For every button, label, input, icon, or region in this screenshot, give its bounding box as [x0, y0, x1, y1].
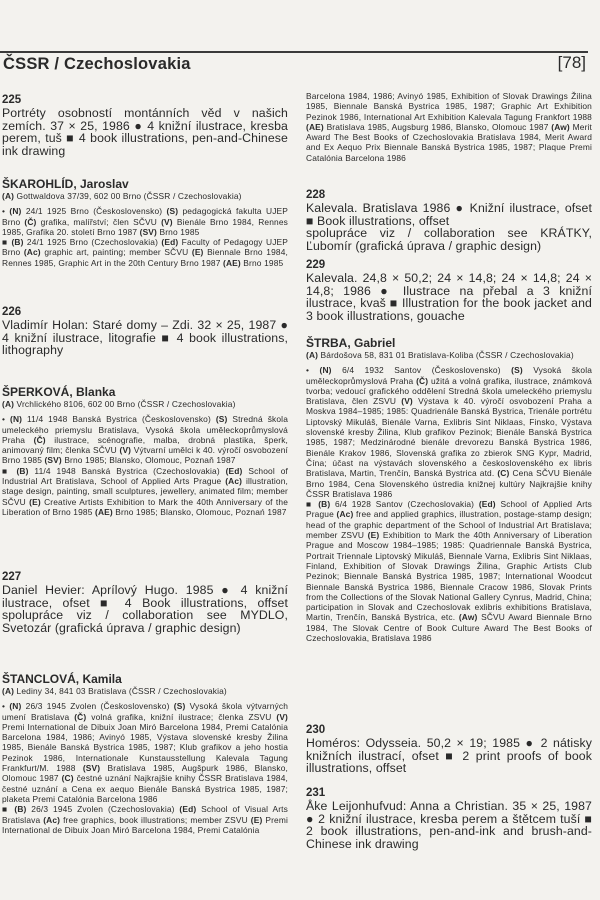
field-code: (A)	[306, 350, 319, 360]
field-code: (B)	[16, 465, 29, 476]
artist-bio-english: ■ (B) 11/4 1948 Banská Bystrica (Czechoslovakia) (Ed) School of Industrial Art Bratislava, School of Applied Arts Prague (Ac) illustration, stage design, painting, small sculptures, jewellery, animated film; member SČVU (E) Creative Artists Exhibition to Mark the 40th Anniversary of the Liberation of Brno 1985 (AE) Brno 1985; Blansko, Olomouc, Poznań 1987	[2, 465, 288, 517]
artist-name: ŠKAROHLÍD, Jaroslav	[2, 177, 129, 191]
artist-address: (A) Lediny 34, 841 03 Bratislava (ČSSR / Czechoslovakia)	[2, 686, 227, 696]
field-code: (AE)	[95, 506, 113, 517]
artist-bio-czech: • (N) 11/4 1948 Banská Bystrica (Československo) (S) Stredná škola umeleckého priemyslu Bratislava, Vysoká škola uměleckoprůmyslová Praha (Č) ilustrace, scénografie, malba, drobná plastika, šperk, animovaný film; členka SČVU (V) Výtvarní umělci k 40. výročí osvobození Brno 1985 (SV) Brno 1985; Blansko, Olomouc, Poznaň 1987	[2, 414, 289, 466]
field-code: (V)	[276, 711, 288, 722]
entry-number: 228	[306, 189, 326, 201]
artist-address: (A) Gottwaldova 37/39, 602 00 Brno (ČSSR / Czechoslovakia)	[2, 191, 242, 201]
artist-bio-czech: • (N) 24/1 1925 Brno (Československo) (S) pedagogická fakulta UJEP Brno (Č) grafika, malířství; člen SČVU (V) Bienále Brno 1984, Rennes 1985, Grafika 20. století Brno 1987 (SV) Brno 1985	[2, 206, 289, 237]
catalog-entry-228	[306, 189, 592, 252]
catalog-entry-225	[2, 94, 288, 157]
artist-bio-english: ■ (B) 6/4 1928 Santov (Czechoslovakia) (Ed) School of Applied Arts Prague (Ac) free and applied graphics, illustration, postage-stamp design; head of the graphic department of the School of Industrial Art Bratislava; member ZSVU (E) Exhibition to Mark the 40th Anniversary of Liberation Prague and Moscow 1984–1985; 1985: Quadriennale Banská Bystrica, Portrait Triennale Liptovský Mikuláš, Biennale Varna, Exlibris Sint Niklaas, Finland, Exhibition of Slovak Drawings Žilina, Graphic Artists Club Pezinok; Biennale Banská Bystrica 1985, 1987; International Woodcut Biennale Banská Bystrica 1986, Biennale Cracow 1986, Slovak Prints from the Collections of the Slovak National Gallery Cynrus, Madrid, China; participation in Slovak and Czechoslovak exlibris exhibitions Bratislava, Martin, Trenčín, Banská Bystrica, etc. (Aw) SČVU Award Biennale Brno 1984, The Slovak Centre of Book Culture Award The Best Books of Czechoslovakia, Bratislava 1986	[306, 499, 592, 644]
field-code: (B)	[11, 237, 24, 248]
field-code: (N)	[319, 365, 332, 376]
field-code: (AE)	[223, 257, 241, 268]
field-code: (Aw)	[551, 121, 570, 132]
field-code: (AE)	[306, 121, 324, 132]
artist-sperkova	[2, 386, 288, 517]
field-code: (SV)	[82, 763, 101, 774]
field-code: (E)	[191, 247, 204, 258]
field-code: (Ed)	[161, 237, 179, 248]
entry-description: Homéros: Odysseia. 50,2 × 19; 1985 ● 2 nátisky knižních ilustrací, ofset ■ 2 print proofs of book illustrations, offset	[306, 736, 592, 776]
field-code: (S)	[511, 365, 523, 376]
entry-number: 229	[306, 259, 326, 271]
catalog-entry-231	[306, 787, 592, 850]
artist-name: ŠTANCLOVÁ, Kamila	[2, 672, 122, 686]
entry-description: Kalevala. Bratislava 1986 ● Knižní ilustrace, ofset ■ Book illustrations, offset	[306, 201, 592, 228]
field-code: (Ac)	[225, 476, 243, 487]
artist-bio-czech: • (N) 26/3 1945 Zvolen (Československo) (S) Vysoká škola výtvarných umení Bratislava (Č) volná grafika, knižní ilustrace; členka ZSVU (V) Premi International de Dibuix Joan Miró Barcelona 1984, Premi Catalónia Barcelona 1984, 1986; Avinyó 1985, Výstava slovenské kresby Žilina 1985, Bienále Banská Bystrica 1985, 1987; Klub grafikov a jeho hostia Pezinok 1986, Internationale Kunstausstellung Kalevala Tagung Frankfurt/M. 1988 (SV) Bratislava 1985, Augšpurk 1986, Blansko, Olomouc 1987 (C) čestné uznání Najkrajšie knihy ČSSR Bratislava 1984, čestné uznání a Cena ex aequo Bienále Banská Bystrica 1985, 1987; plaketa Premi Catalónia Barcelona 1986	[2, 701, 289, 804]
page-title: ČSSR / Czechoslovakia	[3, 55, 191, 73]
field-code: (Č)	[24, 216, 37, 227]
artist-bio-english: ■ (B) 26/3 1945 Zvolen (Czechoslovakia) (Ed) School of Visual Arts Bratislava (Ac) free graphics, book illustrations; member ZSVU (E) Premi International de Dibuix Joan Miró Barcelona 1984, Premi Catalónia	[2, 804, 289, 835]
field-code: (E)	[250, 814, 263, 825]
entry-description: Vladimír Holan: Staré domy – Zdi. 32 × 25, 1987 ● 4 knižní ilustrace, litografie ■ 4 book illustrations, lithography	[2, 318, 288, 358]
artist-stanclova	[2, 673, 288, 835]
entry-number: 225	[2, 94, 22, 106]
entry-description: Portréty osobností montánních věd v našich zemích. 37 × 25, 1986 ● 4 knižní ilustrace, kresba perem, tuš ■ 4 book illustrations, pen-and-Chinese ink drawing	[2, 106, 288, 158]
artist-bio-czech: • (N) 6/4 1932 Santov (Československo) (S) Vysoká škola uměleckoprůmyslová Praha (Č) užitá a volná grafika, ilustrace, známková tvorba; vedoucí grafického oddělení Stredná škola umeleckého priemyslu Bratislava, člen ZSVU (V) Výstava k 40. výročí osvobození Praha a Moskva 1984–1985; 1985: Quadrienále Banská Bystrica, Trienále portrétu Liptovský Mikuláš, Bienále Varna, Exlibris Sint Niklaas, Finsko, Výstava slovenské kresby Žilina, Klub grafikov Pezinok; Bienále Banská Bystrica 1985, 1987; Medzinárodné bienále drevorezu Banská Bystrica 1986, Bienále Krakov 1986, Slovenská grafika zo zbierok SNG Kypr, Madrid, Čína; účast na výstavách slovenského a československého ex libris Bratislava, Martin, Trenčín, Banská Bystrica atd. (C) Cena SČVU Bienále Brno 1984, Cena Slovenského ústredia knižnej kultúry Najkrajšie knihy ČSSR Bratislava 1986	[306, 365, 593, 499]
field-code: (E)	[29, 496, 41, 507]
bio-continuation: Barcelona 1984, 1986; Avinyó 1985, Exhibition of Slovak Drawings Žilina 1985, Biennale Banská Bystrica 1985, 1987; Graphic Art Exhibition Pezinok 1986, International Art Exhibition Kalevala Tagung Frankfort 1988 (AE) Bratislava 1985, Augsburg 1986, Blansko, Olomouc 1987 (Aw) Merit Award The Best Books of Czechoslovakia Bratislava 1984, Merit Award and Ex Aequo Prix Biennale Banská Bystrica 1985, 1987; Plaque Premi Catalónia Barcelona 1986	[306, 91, 592, 163]
field-code: (SV)	[44, 455, 62, 466]
field-code: (S)	[173, 701, 186, 712]
field-code: (V)	[119, 445, 132, 456]
artist-address: (A) Bárdošova 58, 831 01 Bratislava-Koliba (ČSSR / Czechoslovakia)	[306, 350, 574, 360]
artist-name: ŠTRBA, Gabriel	[306, 336, 396, 350]
field-code: (Ed)	[179, 804, 197, 815]
entry-description: Åke Leijonhufvud: Anna a Christian. 35 × 25, 1987 ● 2 knižní ilustrace, kresba perem a štětcem tuší ■ 2 book illustrations, pen-and-ink and brush-and-Chinese ink drawing	[306, 799, 592, 851]
page-number: [78]	[557, 53, 586, 72]
field-code: (B)	[14, 804, 27, 815]
entry-description: Kalevala. 24,8 × 50,2; 24 × 14,8; 24 × 14,8; 24 × 14,8; 1986 ● Ilustrace na přebal a 3 knižní ilustrace, kvaš ■ Illustration for the book jacket and 3 book illustrations, gouache	[306, 271, 592, 323]
field-code: (S)	[215, 414, 228, 425]
field-code: (A)	[2, 399, 15, 409]
field-code: (Ac)	[23, 247, 41, 258]
field-code: (Ed)	[478, 499, 496, 510]
artist-address: (A) Vrchlického 8106, 602 00 Brno (ČSSR / Czechoslovakia)	[2, 399, 236, 409]
field-code: (Ac)	[336, 509, 354, 520]
field-code: (Aw)	[458, 612, 478, 623]
field-code: (Č)	[416, 375, 429, 386]
catalog-entry-229	[306, 259, 592, 322]
field-code: (Č)	[74, 711, 87, 722]
field-code: (E)	[367, 530, 380, 541]
field-code: (Ac)	[43, 814, 61, 825]
field-code: (V)	[401, 396, 413, 407]
field-code: (S)	[166, 206, 179, 217]
entry-description: Daniel Hevier: Aprílový Hugo. 1985 ● 4 knižní ilustrace, ofset ■ 4 Book illustrations, offset spolupráce viz / collaboration see MYDLO, Svetozár (grafická úprava / graphic design)	[2, 583, 288, 635]
field-code: (V)	[161, 216, 173, 227]
field-code: (N)	[10, 414, 23, 425]
entry-number: 230	[306, 724, 326, 736]
field-code: (B)	[318, 499, 331, 510]
artist-skarohlid	[2, 178, 288, 268]
field-code: (A)	[2, 191, 15, 201]
field-code: (Č)	[33, 434, 46, 445]
artist-bio-english: ■ (B) 24/1 1925 Brno (Czechoslovakia) (Ed) Faculty of Pedagogy UJEP Brno (Ac) graphic art, painting; member SČVU (E) Biennale Brno 1984, Rennes 1985, Graphic Art in the 20th Century Brno 1987 (AE) Brno 1985	[2, 237, 289, 268]
field-code: (Ed)	[225, 465, 243, 476]
catalog-entry-230	[306, 724, 592, 775]
field-code: (A)	[2, 686, 15, 696]
entry-number: 227	[2, 571, 22, 583]
entry-collaboration: spolupráce viz / collaboration see KRÁTKY, Ľubomír (grafická úprava / graphic design)	[306, 226, 592, 253]
artist-name: ŠPERKOVÁ, Blanka	[2, 385, 116, 399]
catalog-entry-226	[2, 306, 288, 357]
field-code: (C)	[497, 468, 510, 479]
field-code: (SV)	[139, 226, 157, 237]
entry-number: 226	[2, 306, 22, 318]
entry-number: 231	[306, 787, 326, 799]
field-code: (N)	[9, 701, 22, 712]
catalog-entry-227	[2, 571, 288, 634]
field-code: (N)	[9, 206, 22, 217]
header-rule	[0, 51, 588, 53]
field-code: (C)	[61, 773, 74, 784]
artist-strba	[306, 337, 592, 643]
